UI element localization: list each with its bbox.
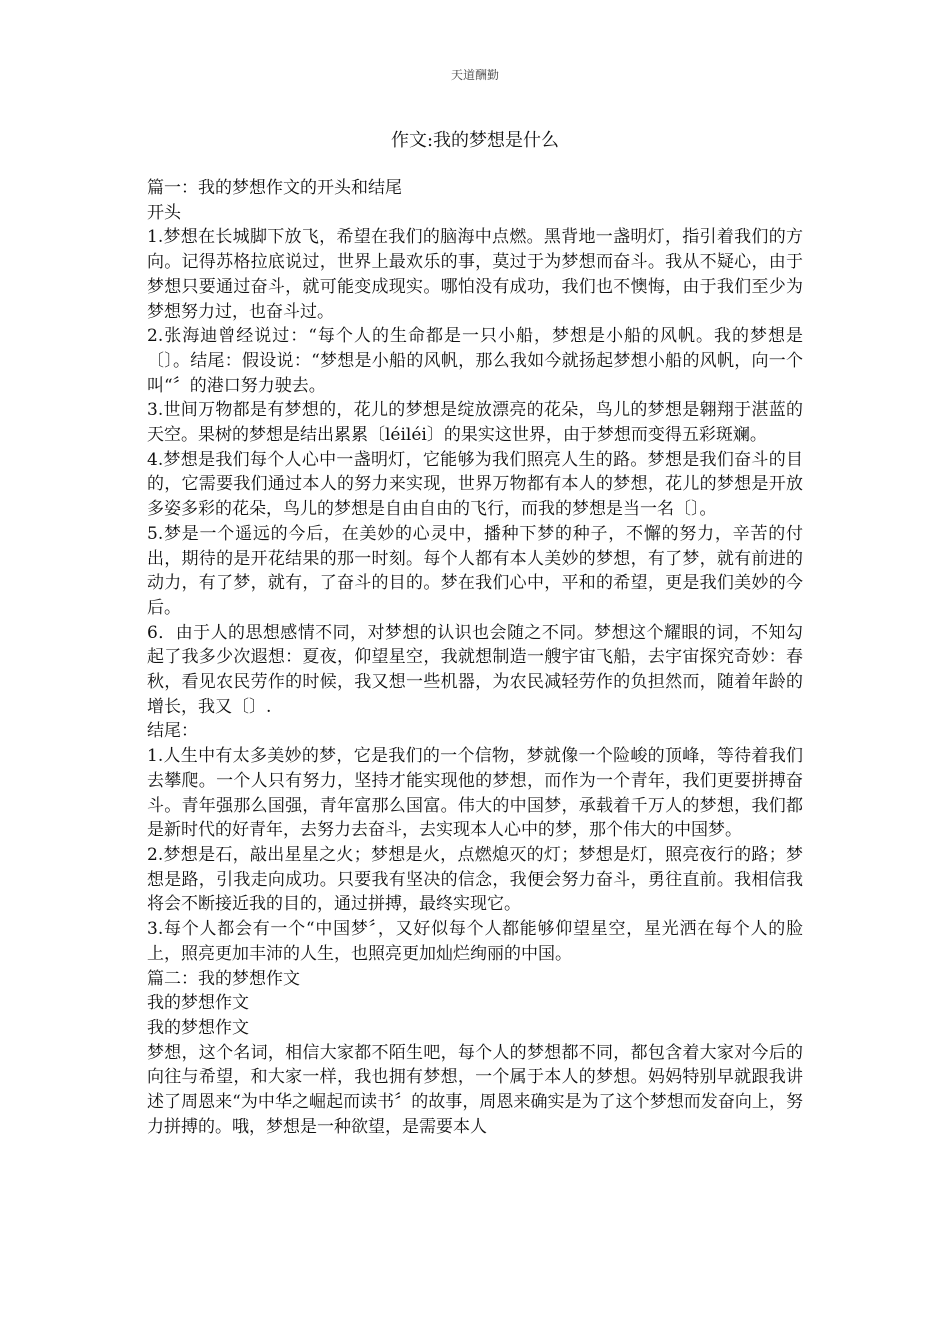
paragraph: 梦想，这个名词，相信大家都不陌生吧，每个人的梦想都不同，都包含着大家对今后的向往与希望，和大家一样，我也拥有梦想，一个属于本人的梦想。妈妈特别早就跟我讲述了周恩来“为中华之崛起而读书〞的故事，周恩来确实是为了这个梦想而发奋向上，努力拼搏的。哦，梦想是一种欲望，是需要本人 [147, 1042, 803, 1137]
page-header: 天道酬勤 [450, 68, 499, 82]
paragraph: 3.每个人都会有一个“中国梦〞，又好似每个人都能够仰望星空，星光洒在每个人的脸上，照亮更加丰沛的人生，也照亮更加灿烂绚丽的中国。 [147, 919, 803, 964]
document-body [147, 176, 803, 1139]
subheading-opening: 开头 [147, 202, 181, 223]
paragraph: 6．由于人的思想感情不同，对梦想的认识也会随之不同。梦想这个耀眼的词，不知勾起了我多少次遐想：夏夜，仰望星空，我就想制造一艘宇宙飞船，去宇宙探究奇妙：春秋，看见农民劳作的时候，我又想一些机器，为农民减轻劳作的负担然而，随着年龄的增长，我又〔〕. [147, 622, 803, 717]
paragraph: 5.梦是一个遥远的今后，在美妙的心灵中，播种下梦的种子，不懈的努力，辛苦的付出，期待的是开花结果的那一时刻。每个人都有本人美妙的梦想，有了梦，就有前进的动力，有了梦，就有，了奋斗的目的。梦在我们心中，平和的希望，更是我们美妙的今后。 [147, 523, 803, 618]
paragraph: 4.梦想是我们每个人心中一盏明灯，它能够为我们照亮人生的路。梦想是我们奋斗的目的，它需要我们通过本人的努力来实现，世界万物都有本人的梦想，花儿的梦想是开放多姿多彩的花朵，鸟儿的梦想是自由自由的飞行，而我的梦想是当一名〔〕。 [147, 449, 803, 520]
section-heading: 篇一：我的梦想作文的开头和结尾 [147, 178, 402, 198]
paragraph: 3.世间万物都是有梦想的，花儿的梦想是绽放漂亮的花朵，鸟儿的梦想是翱翔于湛蓝的天空。果树的梦想是结出累累〔léiléi〕的果实这世界，由于梦想而变得五彩斑斓。 [147, 400, 803, 446]
paragraph: 1.梦想在长城脚下放飞，希望在我们的脑海中点燃。黑背地一盏明灯，指引着我们的方向。记得苏格拉底说过，世界上最欢乐的事，莫过于为梦想而奋斗。我从不疑心，由于梦想只要通过奋斗，就可能变成现实。哪怕没有成功，我们也不懊悔，由于我们至少为梦想努力过，也奋斗过。 [147, 227, 803, 322]
paragraph: 1.人生中有太多美妙的梦，它是我们的一个信物，梦就像一个险峻的顶峰，等待着我们去攀爬。一个人只有努力，坚持才能实现他的梦想，而作为一个青年，我们更要拼搏奋斗。青年强那么国强，青年富那么国富。伟大的中国梦，承载着千万人的梦想，我们都是新时代的好青年，去努力去奋斗，去实现本人心中的梦，那个伟大的中国梦。 [147, 746, 803, 841]
section-heading: 篇二：我的梦想作文 [147, 968, 300, 989]
essay-title: 我的梦想作文 [147, 993, 249, 1014]
paragraph: 2.梦想是石，敲出星星之火；梦想是火，点燃熄灭的灯；梦想是灯，照亮夜行的路；梦想是路，引我走向成功。只要我有坚决的信念，我便会努力奋斗，勇往直前。我相信我将会不断接近我的目的，通过拼搏，最终实现它。 [147, 844, 803, 915]
subheading-ending: 结尾： [147, 721, 198, 742]
paragraph: 2.张海迪曾经说过：“每个人的生命都是一只小船，梦想是小船的风帆。我的梦想是〔〕。结尾：假设说：“梦想是小船的风帆，那么我如今就扬起梦想小船的风帆，向一个叫“〞的港口努力驶去。 [147, 326, 803, 396]
document-title: 作文:我的梦想是什么 [390, 130, 560, 151]
essay-title: 我的梦想作文 [147, 1017, 249, 1038]
